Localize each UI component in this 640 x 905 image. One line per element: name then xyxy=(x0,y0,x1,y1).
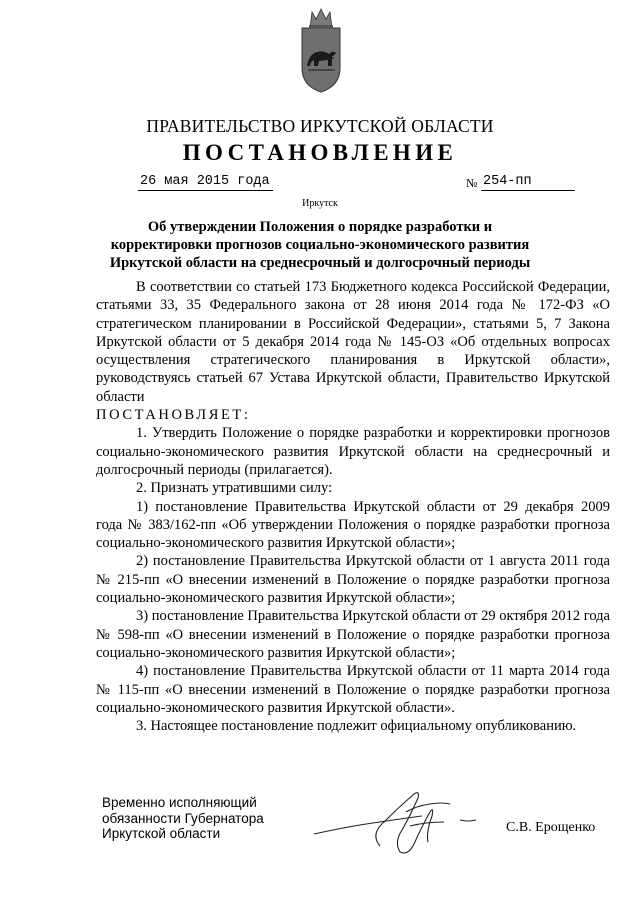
document-title: Об утверждении Положения о порядке разработки и корректировки прогнозов социально-экономического развития Иркутской области на среднесрочный и долгосрочный периоды xyxy=(109,219,531,271)
government-name: ПРАВИТЕЛЬСТВО ИРКУТСКОЙ ОБЛАСТИ xyxy=(146,116,494,136)
signer-position xyxy=(102,795,264,842)
resolves-heading: ПОСТАНОВЛЯЕТ: xyxy=(96,407,251,424)
preamble: В соответствии со статьей 173 Бюджетного кодекса Российской Федерации, статьями 33, 35 Федерального закона от 28 июня 2014 года № 172-ФЗ «О стратегическом планировании в Российской Федерации», статьями 5, 7 Закона Иркутской области от 5 декабря 2014 года № 145-ОЗ «Об отдельных вопросах осуществления стратегического планирования в Иркутской области», руководствуясь статьей 67 Устава Иркутской области, Правительство Иркутской области xyxy=(96,279,610,405)
signer-name: С.В. Ерощенко xyxy=(506,820,596,835)
item-3: 3. Настоящее постановление подлежит официальному опубликованию. xyxy=(136,718,577,735)
coat-of-arms-emblem xyxy=(299,6,343,94)
document-number: 254-пп xyxy=(481,174,575,191)
signer-position-line: обязанности Губернатора xyxy=(102,810,264,826)
signer-position-line: Иркутской области xyxy=(102,826,221,841)
document-body xyxy=(96,278,610,735)
subitem-4: 4) постановление Правительства Иркутской области от 11 марта 2014 года № 115-пп «О внесении изменений в Положение о порядке разработки прогноза социально-экономического развития Иркутской области». xyxy=(96,663,610,716)
subitem-3: 3) постановление Правительства Иркутской области от 29 октября 2012 года № 598-пп «О внесении изменений в Положение о порядке разработки прогноза социально-экономического развития Иркутской области»; xyxy=(96,608,610,661)
document-type: ПОСТАНОВЛЕНИЕ xyxy=(182,140,458,165)
item-2: 2. Признать утратившими силу: xyxy=(136,480,333,497)
number-label: № xyxy=(466,176,478,190)
subitem-1: 1) постановление Правительства Иркутской области от 29 декабря 2009 года № 383/162-пп «Об утверждении Положения о порядке разработки прогноза социально-экономического развития Иркутской области»; xyxy=(96,498,610,552)
document-date: 26 мая 2015 года xyxy=(138,174,273,191)
handwritten-signature xyxy=(310,782,480,864)
item-1: 1. Утвердить Положение о порядке разработки и корректировки прогнозов социально-экономического развития Иркутской области на среднесрочный и долгосрочный периоды (прилагается). xyxy=(96,425,610,478)
subitem-2: 2) постановление Правительства Иркутской области от 1 августа 2011 года № 215-пп «О внесении изменений в Положение о порядке разработки прогноза социально-экономического развития Иркутской области»; xyxy=(96,553,610,607)
signer-position-line: Временно исполняющий xyxy=(102,795,257,810)
city: Иркутск xyxy=(302,198,338,209)
